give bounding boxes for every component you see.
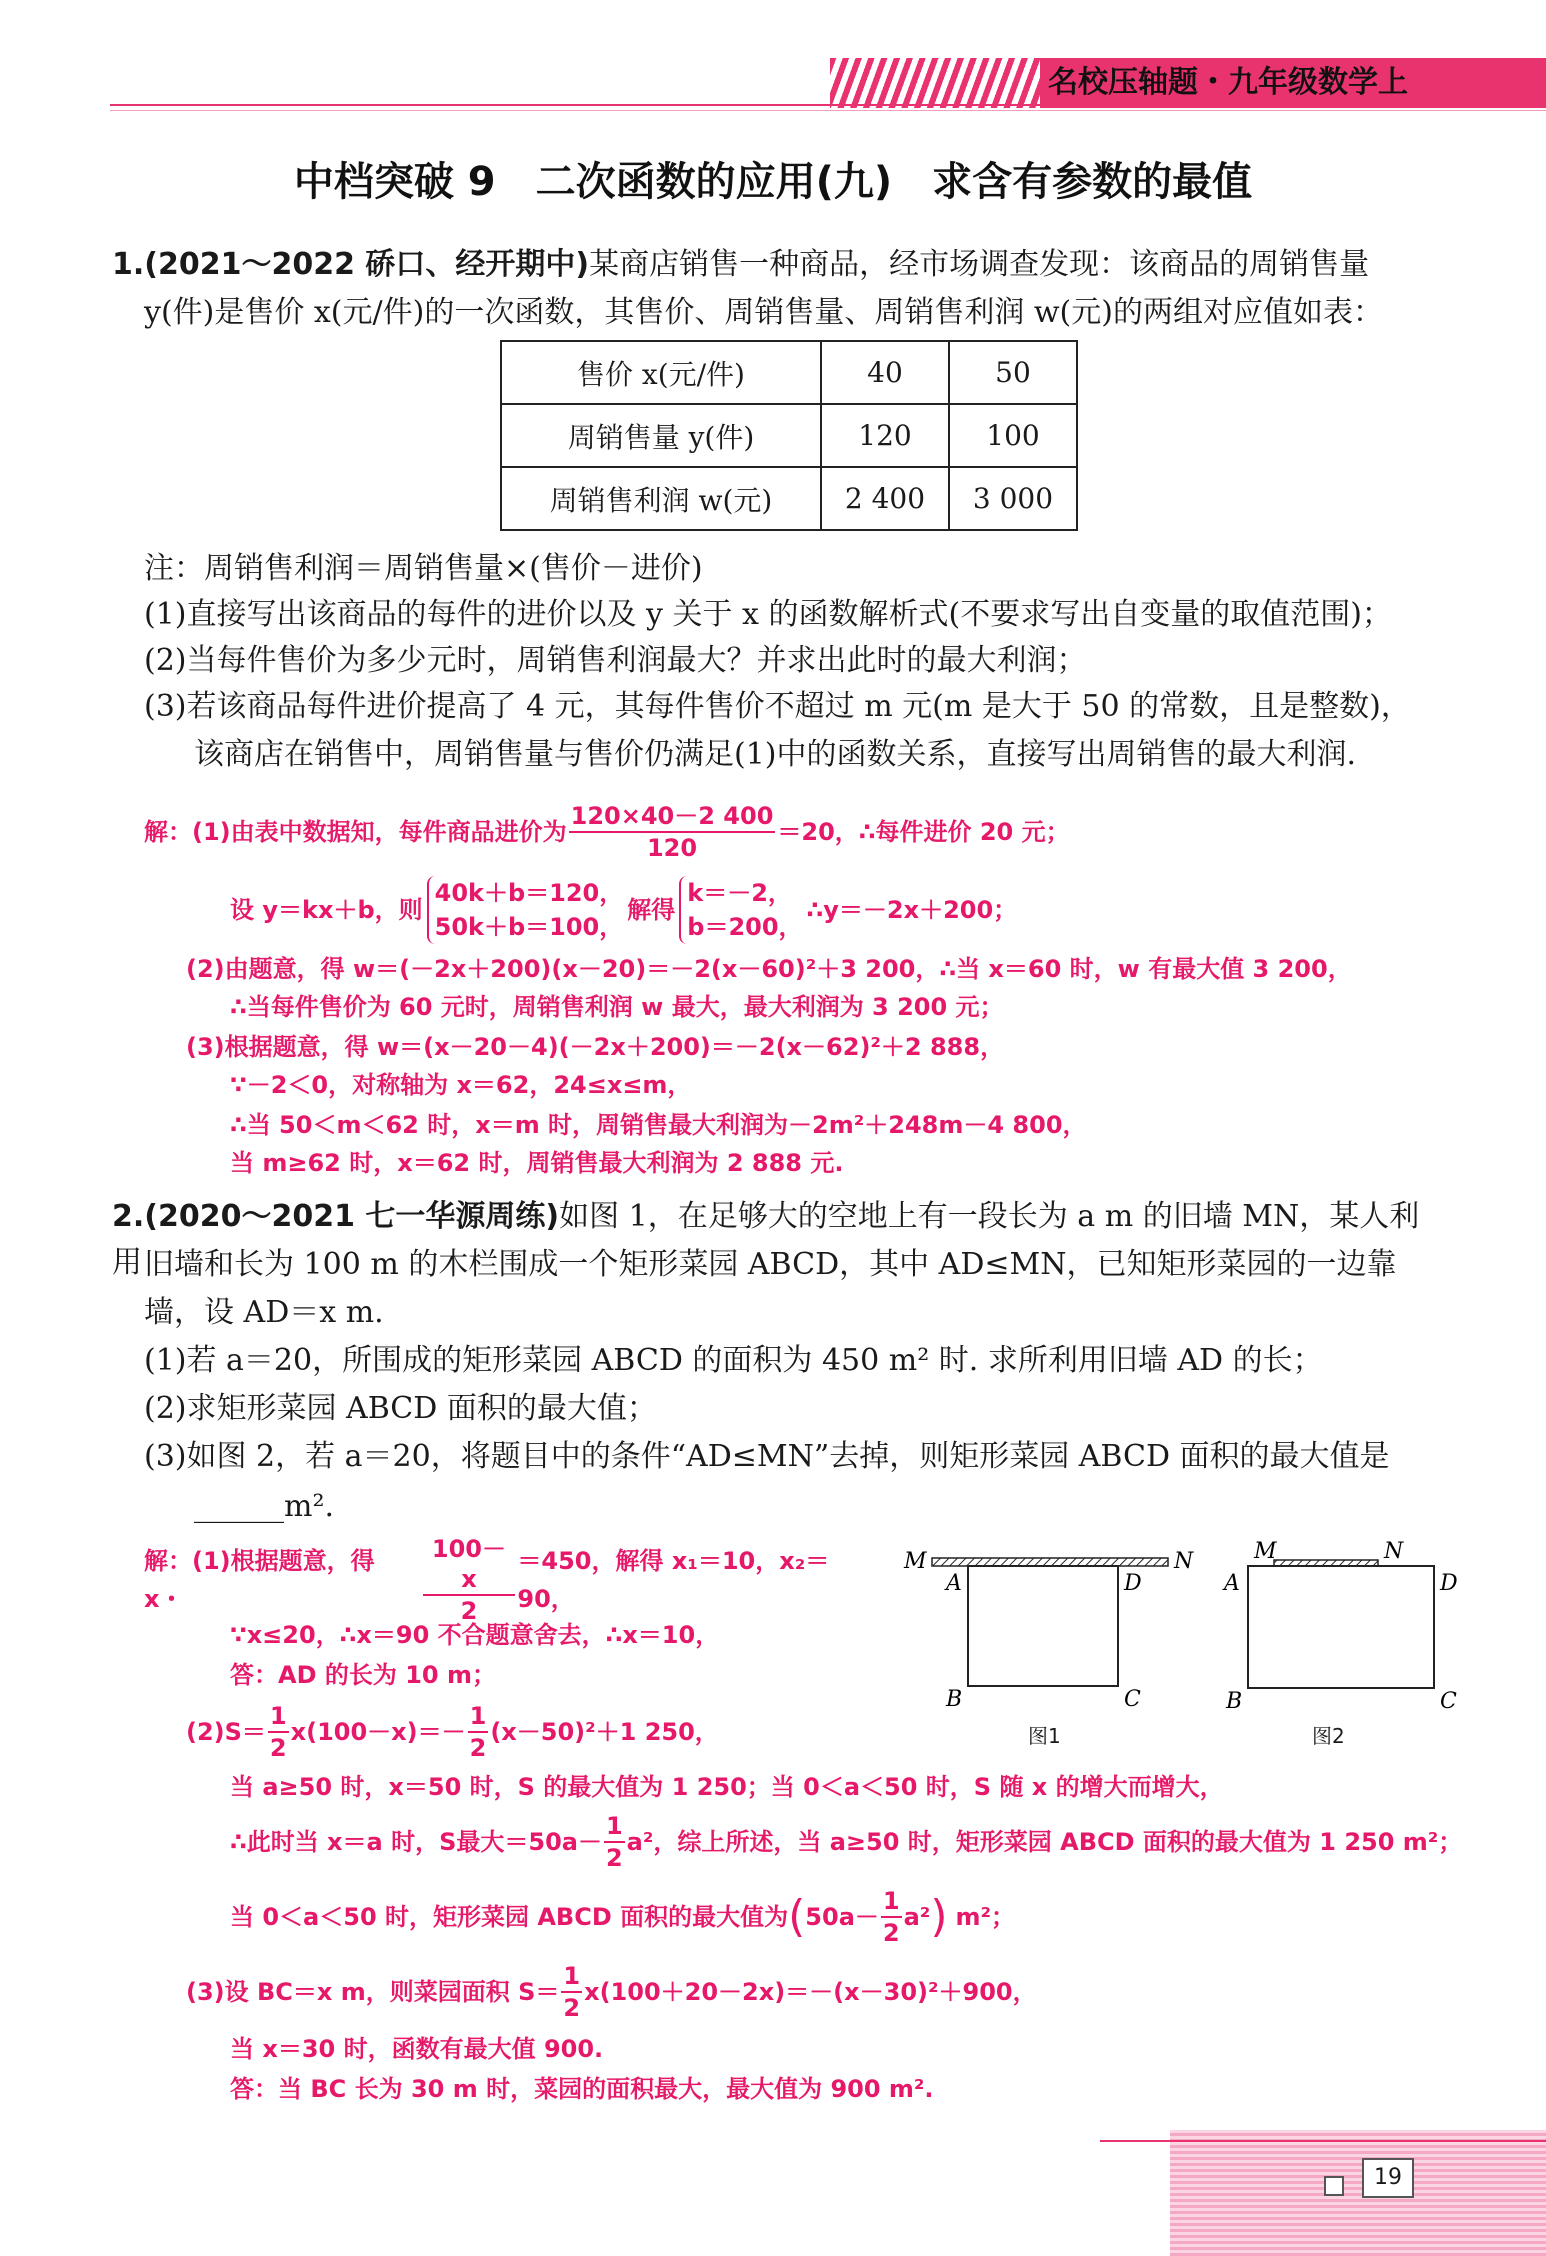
table-cell: 50 <box>949 341 1077 404</box>
table-cell-label: 售价 x(元/件) <box>501 341 821 404</box>
table-cell: 40 <box>821 341 949 404</box>
a1-line5: (3)根据题意，得 w＝(x－20－4)(－2x＋200)＝－2(x－62)²＋2 888， <box>186 1033 1005 1061</box>
equation-system-1 <box>427 876 624 944</box>
a2-line1-pre: 解：(1)根据题意，得 x・ <box>144 1547 375 1613</box>
a2-line7-in-post: a² <box>903 1903 931 1931</box>
a2-line4-post: (x－50)²＋1 250， <box>490 1718 719 1746</box>
footer-stripe-band <box>1170 2130 1546 2256</box>
table-row <box>501 467 1077 530</box>
system-eq: b＝200， <box>687 913 803 941</box>
table-row <box>501 341 1077 404</box>
q1-part1: (1)直接写出该商品的每件的进价以及 y 关于 x 的函数解析式(不要求写出自变量的取值范围)； <box>144 597 1392 632</box>
label-b: B <box>946 1687 963 1712</box>
header-rule-thin <box>110 110 1546 111</box>
a1-line8: 当 m≥62 时，x＝62 时，周销售最大利润为 2 888 元. <box>230 1149 844 1177</box>
label-c: C <box>1440 1689 1457 1714</box>
page-marker-square <box>1324 2176 1344 2196</box>
q1-part3-line2: 该商店在销售中，周销售量与售价仍满足(1)中的函数关系，直接写出周销售的最大利润. <box>194 737 1357 772</box>
a2-line7-post: m²； <box>955 1903 1016 1931</box>
fraction-numerator: 1 <box>468 1701 489 1733</box>
fraction-half <box>604 1811 625 1873</box>
a1-line7: ∴当 50＜m＜62 时，x＝m 时，周销售最大利润为－2m²＋248m－4 800， <box>230 1111 1087 1139</box>
fraction-numerator: 1 <box>561 1961 582 1993</box>
q1-stem-line1 <box>112 242 1442 288</box>
figure-2-caption: 图2 <box>1312 1724 1345 1748</box>
fraction-numerator: 1 <box>604 1811 625 1843</box>
fraction-numerator: 1 <box>268 1701 289 1733</box>
a2-line1-post: ＝450，解得 x₁＝10，x₂＝90， <box>517 1547 830 1613</box>
figure-1-caption: 图1 <box>1028 1724 1061 1748</box>
fraction-half <box>561 1961 582 2023</box>
q2-stem-line3: 墙，设 AD＝x m. <box>144 1295 384 1330</box>
a2-line8-pre: (3)设 BC＝x m，则菜园面积 S＝ <box>186 1978 560 2006</box>
page-number: 19 <box>1362 2158 1414 2198</box>
a1-line2-pre: 设 y＝kx＋b，则 <box>230 896 423 924</box>
q2-part1: (1)若 a＝20，所围成的矩形菜园 ABCD 的面积为 450 m² 时. 求所利用旧墙 AD 的长； <box>144 1343 1323 1378</box>
q1-number: 1. <box>112 247 145 282</box>
system-eq: 50k＋b＝100， <box>434 913 624 941</box>
fraction-denominator: 2 <box>605 1844 623 1872</box>
a2-line3: 答：AD 的长为 10 m； <box>230 1661 496 1689</box>
a1-line2-mid: 解得 <box>627 896 676 924</box>
label-d: D <box>1124 1571 1142 1596</box>
fraction-numerator: 120×40－2 400 <box>569 801 776 833</box>
a1-line1-pre: 解：(1)由表中数据知，每件商品进价为 <box>144 818 567 846</box>
q1-stem1: 某商店销售一种商品，经市场调查发现：该商品的周销售量 <box>589 247 1370 282</box>
wall-mn <box>932 1558 1168 1566</box>
a2-line7-pre: 当 0＜a＜50 时，矩形菜园 ABCD 面积的最大值为 <box>230 1903 789 1931</box>
q1-stem-line2: y(件)是售价 x(元/件)的一次函数，其售价、周销售量、周销售利润 w(元)的两组对应值如表： <box>144 295 1383 330</box>
fraction-denominator: 120 <box>646 834 698 862</box>
table-cell: 120 <box>821 404 949 467</box>
label-a: A <box>946 1571 962 1596</box>
fraction-denominator: 2 <box>460 1597 478 1625</box>
q1-note: 注：周销售利润＝周销售量×(售价－进价) <box>144 551 703 586</box>
table-cell: 3 000 <box>949 467 1077 530</box>
a1-fraction <box>569 801 776 863</box>
q1-data-table <box>500 340 1078 531</box>
a2-line4-pre: (2)S＝ <box>186 1718 266 1746</box>
q2-number: 2. <box>112 1199 145 1234</box>
page-title: 中档突破 9 二次函数的应用(九) 求含有参数的最值 <box>293 159 1253 205</box>
paren-left: ( <box>788 1891 806 1942</box>
rectangle-abcd <box>968 1566 1118 1686</box>
q1-part3-line1: (3)若该商品每件进价提高了 4 元，其每件售价不超过 m 元(m 是大于 50 的常数，且是整数)， <box>144 689 1411 724</box>
equation-system-2 <box>679 876 802 944</box>
label-m: M <box>904 1549 927 1574</box>
a1-line1 <box>144 800 1444 864</box>
a1-line2 <box>230 872 1430 948</box>
paren-right: ) <box>930 1891 948 1942</box>
rectangle-abcd <box>1248 1566 1434 1688</box>
a2-line6-pre: ∴此时当 x＝a 时，S最大＝50a－ <box>230 1828 602 1856</box>
a2-line4-mid: x(100－x)＝－ <box>290 1718 466 1746</box>
q1-part2: (2)当每件售价为多少元时，周销售利润最大？并求出此时的最大利润； <box>144 643 1087 678</box>
a2-line2: ∵x≤20，∴x＝90 不合题意舍去，∴x＝10， <box>230 1621 720 1649</box>
a2-line8-post: x(100＋20－2x)＝－(x－30)²＋900， <box>584 1978 1037 2006</box>
table-cell: 2 400 <box>821 467 949 530</box>
a1-line2-post: ∴y＝－2x＋200； <box>806 896 1018 924</box>
label-n: N <box>1384 1540 1404 1564</box>
fraction-half <box>468 1701 489 1763</box>
label-c: C <box>1124 1687 1141 1712</box>
fraction-denominator: 2 <box>469 1734 487 1762</box>
a2-line4 <box>186 1700 986 1764</box>
a2-line1 <box>144 1535 884 1625</box>
q2-part3-line1: (3)如图 2，若 a＝20，将题目中的条件“AD≤MN”去掉，则矩形菜园 ABCD 面积的最大值是 <box>144 1439 1390 1474</box>
a2-line6-post: a²，综上所述，当 a≥50 时，矩形菜园 ABCD 面积的最大值为 1 250 m²； <box>626 1828 1463 1856</box>
q2-part3-line2: ______m². <box>194 1489 335 1524</box>
a2-line10: 答：当 BC 长为 30 m 时，菜园的面积最大，最大值为 900 m². <box>230 2075 934 2103</box>
fraction-denominator: 2 <box>882 1919 900 1947</box>
a2-line8 <box>186 1960 1486 2024</box>
a1-line3: (2)由题意，得 w＝(－2x＋200)(x－20)＝－2(x－60)²＋3 200，∴当 x＝60 时，w 有最大值 3 200， <box>186 955 1352 983</box>
table-row <box>501 404 1077 467</box>
a2-line5: 当 a≥50 时，x＝50 时，S 的最大值为 1 250；当 0＜a＜50 时，S 随 x 的增大而增大， <box>230 1773 1224 1801</box>
fraction-numerator: 100－x <box>423 1534 516 1596</box>
figure-2 <box>1220 1540 1460 1720</box>
a2-line7-in-pre: 50a－ <box>805 1903 879 1931</box>
a2-line7 <box>230 1882 1530 1952</box>
system-eq: 40k＋b＝120， <box>434 879 624 907</box>
header-rule <box>110 104 1546 106</box>
a2-fraction <box>423 1534 516 1626</box>
q2-part2: (2)求矩形菜园 ABCD 面积的最大值； <box>144 1391 657 1426</box>
q1-source: (2021～2022 硚口、经开期中) <box>144 247 590 282</box>
q2-stem-line2: 旧墙和长为 100 m 的木栏围成一个矩形菜园 ABCD，其中 AD≤MN，已知矩形菜园的一边靠 <box>144 1247 1397 1282</box>
label-d: D <box>1440 1571 1458 1596</box>
a2-line6 <box>230 1810 1530 1874</box>
fraction-denominator: 2 <box>563 1994 581 2022</box>
label-a: A <box>1224 1571 1240 1596</box>
table-cell-label: 周销售利润 w(元) <box>501 467 821 530</box>
q2-stem1: 如图 1，在足够大的空地上有一段长为 a m 的旧墙 MN，某人利用 <box>112 1199 1420 1280</box>
label-m: M <box>1254 1540 1277 1564</box>
system-eq: k＝－2， <box>687 879 792 907</box>
a2-line9: 当 x＝30 时，函数有最大值 900. <box>230 2035 604 2063</box>
header-title: 名校压轴题・九年级数学上 <box>1048 65 1408 100</box>
fraction-denominator: 2 <box>269 1734 287 1762</box>
fraction-half <box>881 1886 902 1948</box>
label-b: B <box>1226 1689 1243 1714</box>
table-cell-label: 周销售量 y(件) <box>501 404 821 467</box>
a1-line6: ∵－2＜0，对称轴为 x＝62，24≤x≤m， <box>230 1071 692 1099</box>
a1-line1-post: ＝20，∴每件进价 20 元； <box>777 818 1070 846</box>
footer-rule <box>1100 2140 1546 2142</box>
a1-line4: ∴当每件售价为 60 元时，周销售利润 w 最大，最大利润为 3 200 元； <box>230 993 1004 1021</box>
table-cell: 100 <box>949 404 1077 467</box>
label-n: N <box>1174 1549 1194 1574</box>
q2-source: (2020～2021 七一华源周练) <box>144 1199 560 1234</box>
fraction-half <box>268 1701 289 1763</box>
fraction-numerator: 1 <box>881 1886 902 1918</box>
